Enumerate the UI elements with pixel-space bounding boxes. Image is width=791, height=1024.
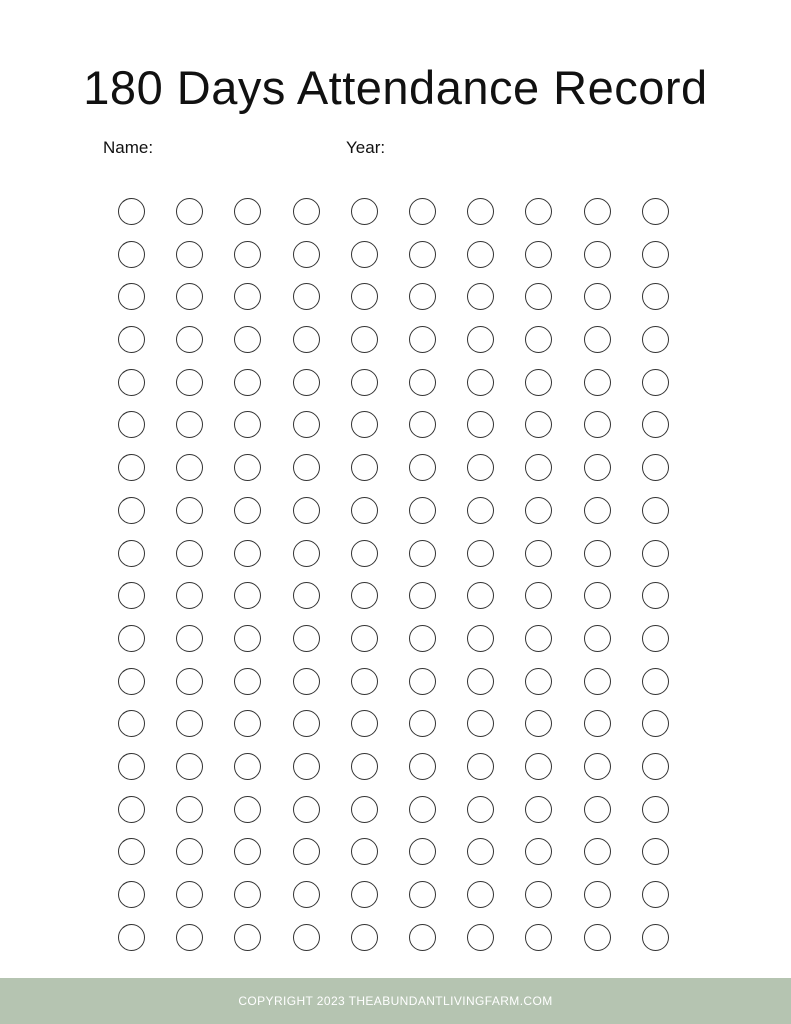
- attendance-day-circle: [176, 838, 203, 865]
- attendance-day-circle: [409, 668, 436, 695]
- attendance-day-circle: [293, 625, 320, 652]
- attendance-day-circle: [642, 796, 669, 823]
- attendance-day-circle: [467, 454, 494, 481]
- attendance-day-circle: [351, 283, 378, 310]
- attendance-day-circle: [525, 924, 552, 951]
- attendance-day-circle: [409, 838, 436, 865]
- attendance-day-circle: [642, 582, 669, 609]
- attendance-day-circle: [176, 241, 203, 268]
- attendance-day-circle: [351, 411, 378, 438]
- attendance-day-circle: [118, 540, 145, 567]
- attendance-day-circle: [642, 625, 669, 652]
- attendance-day-circle: [584, 668, 611, 695]
- attendance-day-circle: [642, 497, 669, 524]
- attendance-day-circle: [584, 753, 611, 780]
- attendance-day-circle: [118, 497, 145, 524]
- attendance-day-circle: [351, 497, 378, 524]
- attendance-day-circle: [293, 540, 320, 567]
- attendance-day-circle: [351, 540, 378, 567]
- attendance-day-circle: [525, 283, 552, 310]
- attendance-day-circle: [584, 582, 611, 609]
- attendance-day-circle: [584, 241, 611, 268]
- attendance-day-circle: [234, 369, 261, 396]
- attendance-day-circle: [409, 241, 436, 268]
- attendance-day-circle: [293, 283, 320, 310]
- attendance-day-circle: [584, 838, 611, 865]
- footer-bar: [0, 978, 791, 1024]
- attendance-day-circle: [525, 668, 552, 695]
- attendance-day-circle: [176, 668, 203, 695]
- attendance-day-circle: [525, 411, 552, 438]
- attendance-day-circle: [293, 241, 320, 268]
- attendance-day-circle: [118, 710, 145, 737]
- attendance-day-circle: [234, 198, 261, 225]
- attendance-day-circle: [234, 454, 261, 481]
- attendance-day-circle: [467, 540, 494, 567]
- attendance-day-circle: [234, 625, 261, 652]
- attendance-day-circle: [351, 454, 378, 481]
- attendance-day-circle: [467, 796, 494, 823]
- attendance-day-circle: [234, 241, 261, 268]
- attendance-day-circle: [525, 454, 552, 481]
- attendance-day-circle: [642, 668, 669, 695]
- attendance-day-circle: [409, 796, 436, 823]
- attendance-day-circle: [642, 838, 669, 865]
- attendance-day-circle: [642, 454, 669, 481]
- attendance-day-circle: [234, 881, 261, 908]
- attendance-day-circle: [525, 497, 552, 524]
- attendance-day-circle: [234, 753, 261, 780]
- attendance-day-circle: [293, 454, 320, 481]
- attendance-day-circle: [409, 454, 436, 481]
- attendance-day-circle: [176, 540, 203, 567]
- attendance-day-circle: [525, 582, 552, 609]
- attendance-day-circle: [584, 710, 611, 737]
- attendance-day-circle: [525, 710, 552, 737]
- attendance-day-circle: [525, 326, 552, 353]
- attendance-day-circle: [467, 924, 494, 951]
- attendance-day-circle: [409, 540, 436, 567]
- attendance-day-circle: [642, 753, 669, 780]
- attendance-day-circle: [234, 582, 261, 609]
- year-field-label: Year:: [346, 138, 386, 157]
- attendance-day-circle: [467, 411, 494, 438]
- attendance-day-circle: [525, 540, 552, 567]
- attendance-day-circle: [409, 369, 436, 396]
- attendance-day-circle: [525, 198, 552, 225]
- attendance-day-circle: [118, 838, 145, 865]
- attendance-day-circle: [176, 710, 203, 737]
- attendance-day-circle: [118, 881, 145, 908]
- attendance-day-circle: [176, 411, 203, 438]
- attendance-day-circle: [584, 881, 611, 908]
- attendance-day-circle: [642, 198, 669, 225]
- attendance-day-circle: [118, 753, 145, 780]
- attendance-day-circle: [467, 326, 494, 353]
- attendance-day-circle: [642, 283, 669, 310]
- page-title: 180 Days Attendance Record: [83, 61, 708, 114]
- attendance-day-circle: [176, 283, 203, 310]
- attendance-day-circle: [467, 497, 494, 524]
- attendance-day-circle: [118, 411, 145, 438]
- attendance-day-circle: [293, 838, 320, 865]
- attendance-day-circle: [293, 411, 320, 438]
- attendance-day-circle: [409, 326, 436, 353]
- attendance-day-circle: [234, 668, 261, 695]
- attendance-day-circle: [409, 710, 436, 737]
- attendance-day-circle: [584, 924, 611, 951]
- attendance-day-circle: [584, 198, 611, 225]
- attendance-day-circle: [293, 326, 320, 353]
- attendance-day-circle: [642, 924, 669, 951]
- attendance-day-circle: [234, 838, 261, 865]
- attendance-day-circle: [351, 326, 378, 353]
- attendance-day-circle: [293, 710, 320, 737]
- attendance-day-circle: [584, 369, 611, 396]
- attendance-day-circle: [409, 582, 436, 609]
- attendance-day-circle: [409, 924, 436, 951]
- attendance-day-circle: [351, 668, 378, 695]
- attendance-day-circle: [409, 283, 436, 310]
- attendance-day-circle: [118, 454, 145, 481]
- attendance-day-circle: [234, 710, 261, 737]
- copyright-text: COPYRIGHT 2023 THEABUNDANTLIVINGFARM.COM: [238, 994, 553, 1008]
- attendance-day-circle: [525, 369, 552, 396]
- attendance-day-circle: [234, 411, 261, 438]
- attendance-grid: [118, 198, 674, 951]
- attendance-day-circle: [467, 838, 494, 865]
- attendance-day-circle: [293, 582, 320, 609]
- attendance-day-circle: [351, 582, 378, 609]
- attendance-day-circle: [118, 369, 145, 396]
- attendance-day-circle: [293, 497, 320, 524]
- attendance-day-circle: [351, 881, 378, 908]
- attendance-day-circle: [293, 668, 320, 695]
- attendance-day-circle: [176, 924, 203, 951]
- attendance-day-circle: [467, 283, 494, 310]
- attendance-day-circle: [409, 625, 436, 652]
- attendance-day-circle: [351, 924, 378, 951]
- attendance-day-circle: [642, 326, 669, 353]
- attendance-day-circle: [176, 369, 203, 396]
- attendance-day-circle: [525, 881, 552, 908]
- attendance-day-circle: [176, 625, 203, 652]
- attendance-day-circle: [525, 241, 552, 268]
- attendance-day-circle: [176, 454, 203, 481]
- attendance-day-circle: [642, 540, 669, 567]
- attendance-day-circle: [584, 796, 611, 823]
- attendance-day-circle: [234, 497, 261, 524]
- attendance-day-circle: [234, 326, 261, 353]
- attendance-day-circle: [176, 582, 203, 609]
- attendance-day-circle: [584, 625, 611, 652]
- attendance-day-circle: [467, 241, 494, 268]
- attendance-day-circle: [467, 710, 494, 737]
- attendance-day-circle: [467, 369, 494, 396]
- attendance-day-circle: [176, 198, 203, 225]
- attendance-day-circle: [525, 753, 552, 780]
- attendance-day-circle: [118, 326, 145, 353]
- attendance-day-circle: [118, 796, 145, 823]
- attendance-day-circle: [176, 881, 203, 908]
- attendance-day-circle: [525, 838, 552, 865]
- attendance-day-circle: [409, 753, 436, 780]
- name-field-label: Name:: [103, 138, 154, 157]
- attendance-day-circle: [467, 668, 494, 695]
- attendance-day-circle: [525, 625, 552, 652]
- attendance-day-circle: [642, 369, 669, 396]
- attendance-day-circle: [293, 753, 320, 780]
- attendance-day-circle: [118, 625, 145, 652]
- attendance-day-circle: [351, 796, 378, 823]
- attendance-day-circle: [467, 198, 494, 225]
- attendance-day-circle: [293, 796, 320, 823]
- attendance-day-circle: [118, 283, 145, 310]
- attendance-day-circle: [409, 411, 436, 438]
- attendance-day-circle: [584, 497, 611, 524]
- attendance-day-circle: [409, 198, 436, 225]
- attendance-day-circle: [467, 753, 494, 780]
- attendance-day-circle: [118, 924, 145, 951]
- attendance-day-circle: [118, 582, 145, 609]
- attendance-day-circle: [351, 369, 378, 396]
- attendance-day-circle: [176, 326, 203, 353]
- attendance-day-circle: [293, 369, 320, 396]
- attendance-day-circle: [351, 241, 378, 268]
- attendance-day-circle: [467, 881, 494, 908]
- attendance-day-circle: [409, 881, 436, 908]
- attendance-day-circle: [293, 881, 320, 908]
- attendance-day-circle: [584, 454, 611, 481]
- attendance-day-circle: [642, 710, 669, 737]
- attendance-day-circle: [584, 326, 611, 353]
- attendance-day-circle: [176, 753, 203, 780]
- attendance-day-circle: [293, 198, 320, 225]
- attendance-day-circle: [351, 710, 378, 737]
- attendance-day-circle: [467, 625, 494, 652]
- attendance-day-circle: [584, 283, 611, 310]
- attendance-day-circle: [351, 198, 378, 225]
- attendance-day-circle: [176, 796, 203, 823]
- attendance-day-circle: [234, 796, 261, 823]
- attendance-day-circle: [467, 582, 494, 609]
- attendance-day-circle: [351, 753, 378, 780]
- attendance-day-circle: [409, 497, 436, 524]
- attendance-day-circle: [234, 924, 261, 951]
- attendance-day-circle: [118, 668, 145, 695]
- attendance-day-circle: [234, 540, 261, 567]
- attendance-day-circle: [293, 924, 320, 951]
- attendance-day-circle: [351, 625, 378, 652]
- attendance-day-circle: [584, 540, 611, 567]
- attendance-day-circle: [351, 838, 378, 865]
- attendance-day-circle: [118, 198, 145, 225]
- attendance-day-circle: [118, 241, 145, 268]
- attendance-day-circle: [642, 411, 669, 438]
- attendance-day-circle: [176, 497, 203, 524]
- attendance-day-circle: [584, 411, 611, 438]
- attendance-day-circle: [642, 241, 669, 268]
- attendance-day-circle: [234, 283, 261, 310]
- attendance-day-circle: [642, 881, 669, 908]
- attendance-day-circle: [525, 796, 552, 823]
